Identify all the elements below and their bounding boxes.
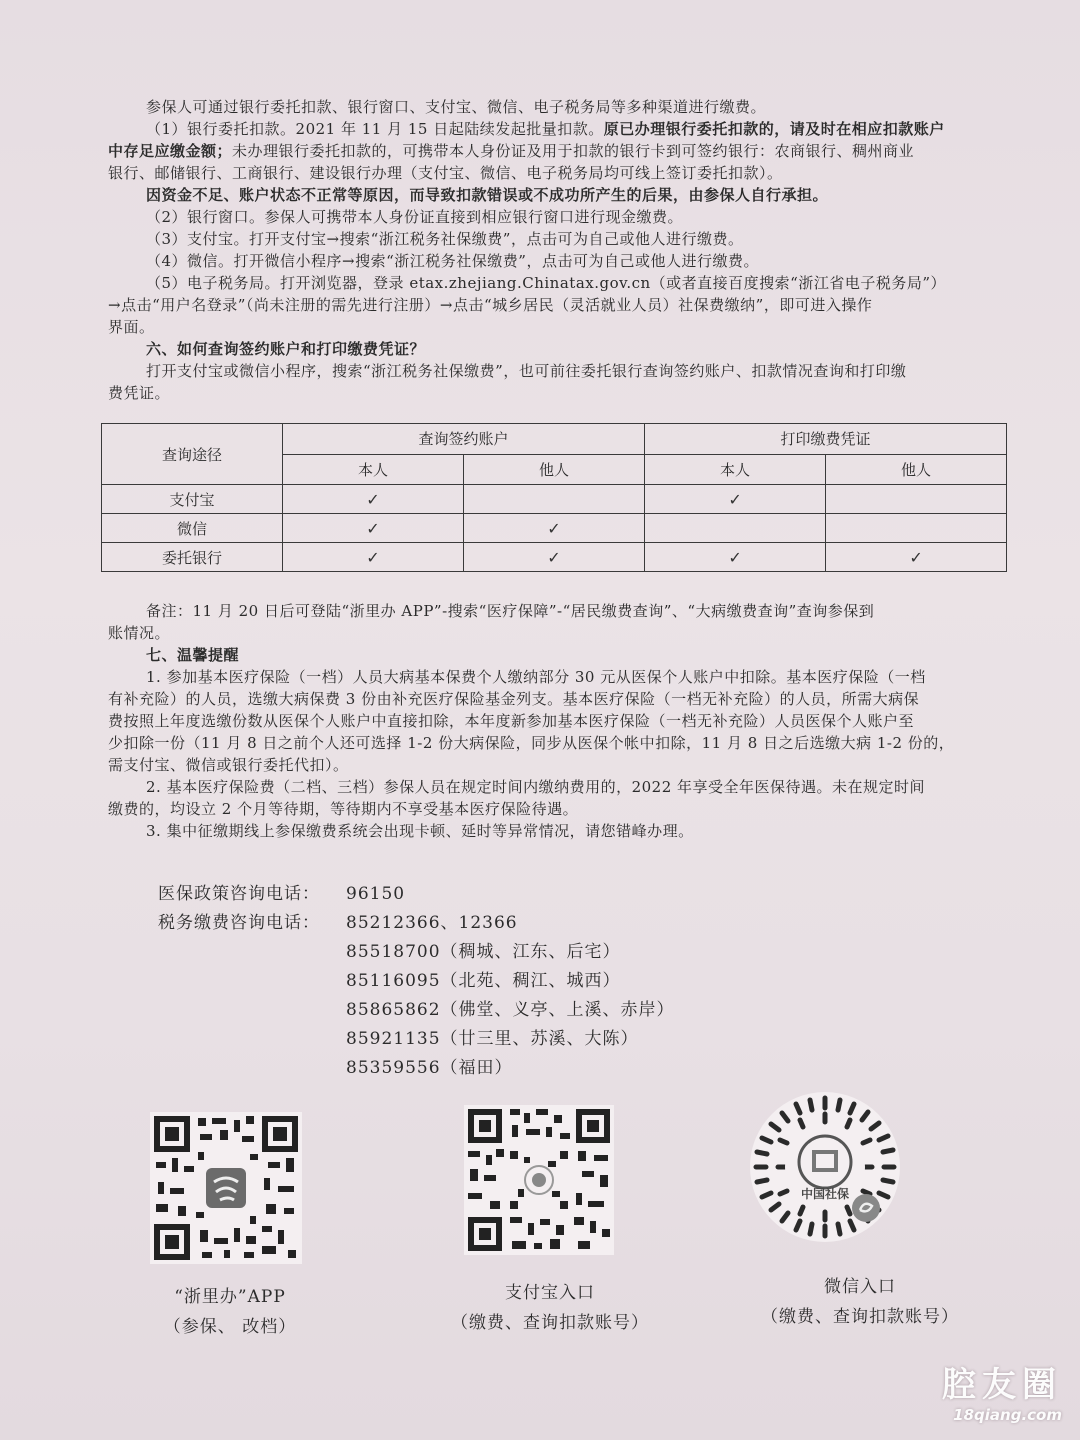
tip1-line: 费按照上年度选缴份数从医保个人账户中直接扣除，本年度新参加基本医疗保险（一档无补充险）人员医保个人账户至 bbox=[108, 712, 915, 730]
table-header-row bbox=[102, 424, 1007, 455]
check-cell: ✓ bbox=[645, 543, 826, 572]
tax-hotline-label: 税务缴费咨询电话： bbox=[158, 913, 320, 933]
medical-hotline bbox=[158, 880, 675, 909]
note-line-1: 备注：11 月 20 日后可登陆“浙里办 APP”-搜索“医疗保障”-“居民缴费查询”、“大病缴费查询”查询参保到 bbox=[146, 602, 875, 620]
check-cell: ✓ bbox=[464, 514, 645, 543]
tax-hotline-number: 85212366、12366 bbox=[346, 913, 518, 933]
branch-phone: 85359556（福田） bbox=[346, 1058, 513, 1078]
zheliban-caption bbox=[130, 1282, 330, 1342]
tip1-line: 1. 参加基本医疗保险（一档）人员大病基本保费个人缴纳部分 30 元从医保个人账户中扣除。基本医疗保险（一档 bbox=[146, 668, 926, 686]
subheader-other: 他人 bbox=[464, 454, 645, 485]
medical-hotline-label: 医保政策咨询电话： bbox=[158, 884, 320, 904]
window-line: （2）银行窗口。参保人可携带本人身份证直接到相应银行窗口进行现金缴费。 bbox=[146, 208, 684, 226]
tip1-line: 少扣除一份（11 月 8 日之前个人还可选择 1-2 份大病保险，同步从医保个帐中扣除，11 月 8 日之后选缴大病 1-2 份的， bbox=[108, 734, 955, 752]
alipay-line: （3）支付宝。打开支付宝→搜索“浙江税务社保缴费”，点击可为自己或他人进行缴费。 bbox=[146, 230, 744, 248]
wechat-caption bbox=[740, 1272, 980, 1332]
subheader-self: 本人 bbox=[645, 454, 826, 485]
tip1-line: 有补充险）的人员，选缴大病保费 3 份由补充医疗保险基金列支。基本医疗保险（一档无补充险）的人员，所需大病保 bbox=[108, 690, 920, 708]
zheliban-caption-title: “浙里办”APP bbox=[174, 1287, 286, 1307]
qr-code-icon bbox=[464, 1105, 614, 1255]
check-cell: ✓ bbox=[283, 514, 464, 543]
section7-title: 七、温馨提醒 bbox=[146, 646, 240, 664]
check-cell: ✓ bbox=[283, 543, 464, 572]
etax-line-2: →点击“用户名登录”（尚未注册的需先进行注册）→点击“城乡居民（灵活就业人员）社保费缴纳”，即可进入操作 bbox=[108, 296, 873, 314]
check-cell bbox=[826, 485, 1007, 514]
bank-line-3: 银行、邮储银行、工商银行、建设银行办理（支付宝、微信、电子税务局均可线上签订委托扣款）。 bbox=[108, 164, 783, 182]
row-label: 微信 bbox=[102, 514, 283, 543]
contacts bbox=[158, 880, 675, 1083]
bank-warning: 因资金不足、账户状态不正常等原因，而导致扣款错误或不成功所产生的后果，由参保人自行承担。 bbox=[146, 186, 829, 204]
section6-title: 六、如何查询签约账户和打印缴费凭证？ bbox=[146, 340, 426, 358]
medical-hotline-number: 96150 bbox=[346, 884, 406, 904]
tip1-line: 需支付宝、微信或银行委托代扣）。 bbox=[108, 756, 349, 774]
branch-phone: 85921135（廿三里、苏溪、大陈） bbox=[346, 1029, 639, 1049]
table-row bbox=[102, 543, 1007, 572]
section6-line-2: 费凭证。 bbox=[108, 384, 171, 402]
reminders-section bbox=[108, 600, 1000, 842]
bank-line-2: 中存足应缴金额；未办理银行委托扣款的，可携带本人身份证及用于扣款的银行卡到可签约银行：农商银行、稠州商业 bbox=[108, 142, 915, 160]
check-cell bbox=[464, 485, 645, 514]
section6-line-1: 打开支付宝或微信小程序，搜索“浙江税务社保缴费”，也可前往委托银行查询签约账户、扣款情况查询和打印缴 bbox=[146, 362, 907, 380]
branch-phone: 85116095（北苑、稠江、城西） bbox=[346, 971, 621, 991]
row-label: 委托银行 bbox=[102, 543, 283, 572]
watermark-url: 18qiang.com bbox=[953, 1406, 1062, 1424]
wechat-caption-sub: （缴费、查询扣款账号） bbox=[761, 1307, 959, 1327]
table-row bbox=[102, 485, 1007, 514]
etax-line-1: （5）电子税务局。打开浏览器，登录 etax.zhejiang.Chinatax.gov.cn（或者直接百度搜索“浙江省电子税务局”） bbox=[146, 274, 946, 292]
watermark bbox=[942, 1357, 1062, 1424]
bank-line-1: （1）银行委托扣款。2021 年 11 月 15 日起陆续发起批量扣款。原已办理银行委托扣款的，请及时在相应扣款账户 bbox=[146, 120, 945, 138]
watermark-title: 腔友圈 bbox=[942, 1365, 1062, 1405]
table-row bbox=[102, 514, 1007, 543]
alipay-qr-code[interactable] bbox=[464, 1105, 614, 1255]
branch-phone: 85865862（佛堂、义亭、上溪、赤岸） bbox=[346, 1000, 675, 1020]
check-cell bbox=[645, 514, 826, 543]
subheader-self: 本人 bbox=[283, 454, 464, 485]
table-group-query-account: 查询签约账户 bbox=[283, 424, 645, 455]
wechat-seal-text: 中国社保 bbox=[800, 1187, 850, 1201]
tax-hotline bbox=[158, 909, 675, 938]
subheader-other: 他人 bbox=[826, 454, 1007, 485]
alipay-caption bbox=[430, 1278, 670, 1338]
alipay-caption-sub: （缴费、查询扣款账号） bbox=[451, 1313, 649, 1333]
alipay-caption-title: 支付宝入口 bbox=[505, 1283, 595, 1303]
wechat-line: （4）微信。打开微信小程序→搜索“浙江税务社保缴费”，点击可为自己或他人进行缴费。 bbox=[146, 252, 759, 270]
tip2-line: 缴费的，均设立 2 个月等待期，等待期内不享受基本医疗保险待遇。 bbox=[108, 800, 579, 818]
note-line-2: 账情况。 bbox=[108, 624, 171, 642]
wechat-mini-program-code[interactable] bbox=[750, 1092, 900, 1242]
etax-line-3: 界面。 bbox=[108, 318, 155, 336]
check-cell: ✓ bbox=[283, 485, 464, 514]
row-label: 支付宝 bbox=[102, 485, 283, 514]
tip3-line: 3. 集中征缴期线上参保缴费系统会出现卡顿、延时等异常情况，请您错峰办理。 bbox=[146, 822, 694, 840]
table-corner: 查询途径 bbox=[102, 424, 283, 485]
tip2-line: 2. 基本医疗保险费（二档、三档）参保人员在规定时间内缴纳费用的，2022 年享受全年医保待遇。未在规定时间 bbox=[146, 778, 926, 796]
mini-program-code-icon bbox=[750, 1092, 900, 1242]
query-table bbox=[101, 423, 1007, 572]
wechat-caption-title: 微信入口 bbox=[824, 1277, 896, 1297]
check-cell bbox=[826, 514, 1007, 543]
zheliban-qr-code[interactable] bbox=[150, 1112, 302, 1264]
table-group-print-voucher: 打印缴费凭证 bbox=[645, 424, 1007, 455]
payment-channels-section bbox=[108, 96, 1000, 404]
branch-phone: 85518700（稠城、江东、后宅） bbox=[346, 942, 621, 962]
check-cell: ✓ bbox=[645, 485, 826, 514]
zheliban-caption-sub: （参保、 改档） bbox=[163, 1317, 297, 1337]
check-cell: ✓ bbox=[826, 543, 1007, 572]
check-cell: ✓ bbox=[464, 543, 645, 572]
qr-code-icon bbox=[150, 1112, 302, 1264]
intro-line: 参保人可通过银行委托扣款、银行窗口、支付宝、微信、电子税务局等多种渠道进行缴费。 bbox=[146, 98, 767, 116]
